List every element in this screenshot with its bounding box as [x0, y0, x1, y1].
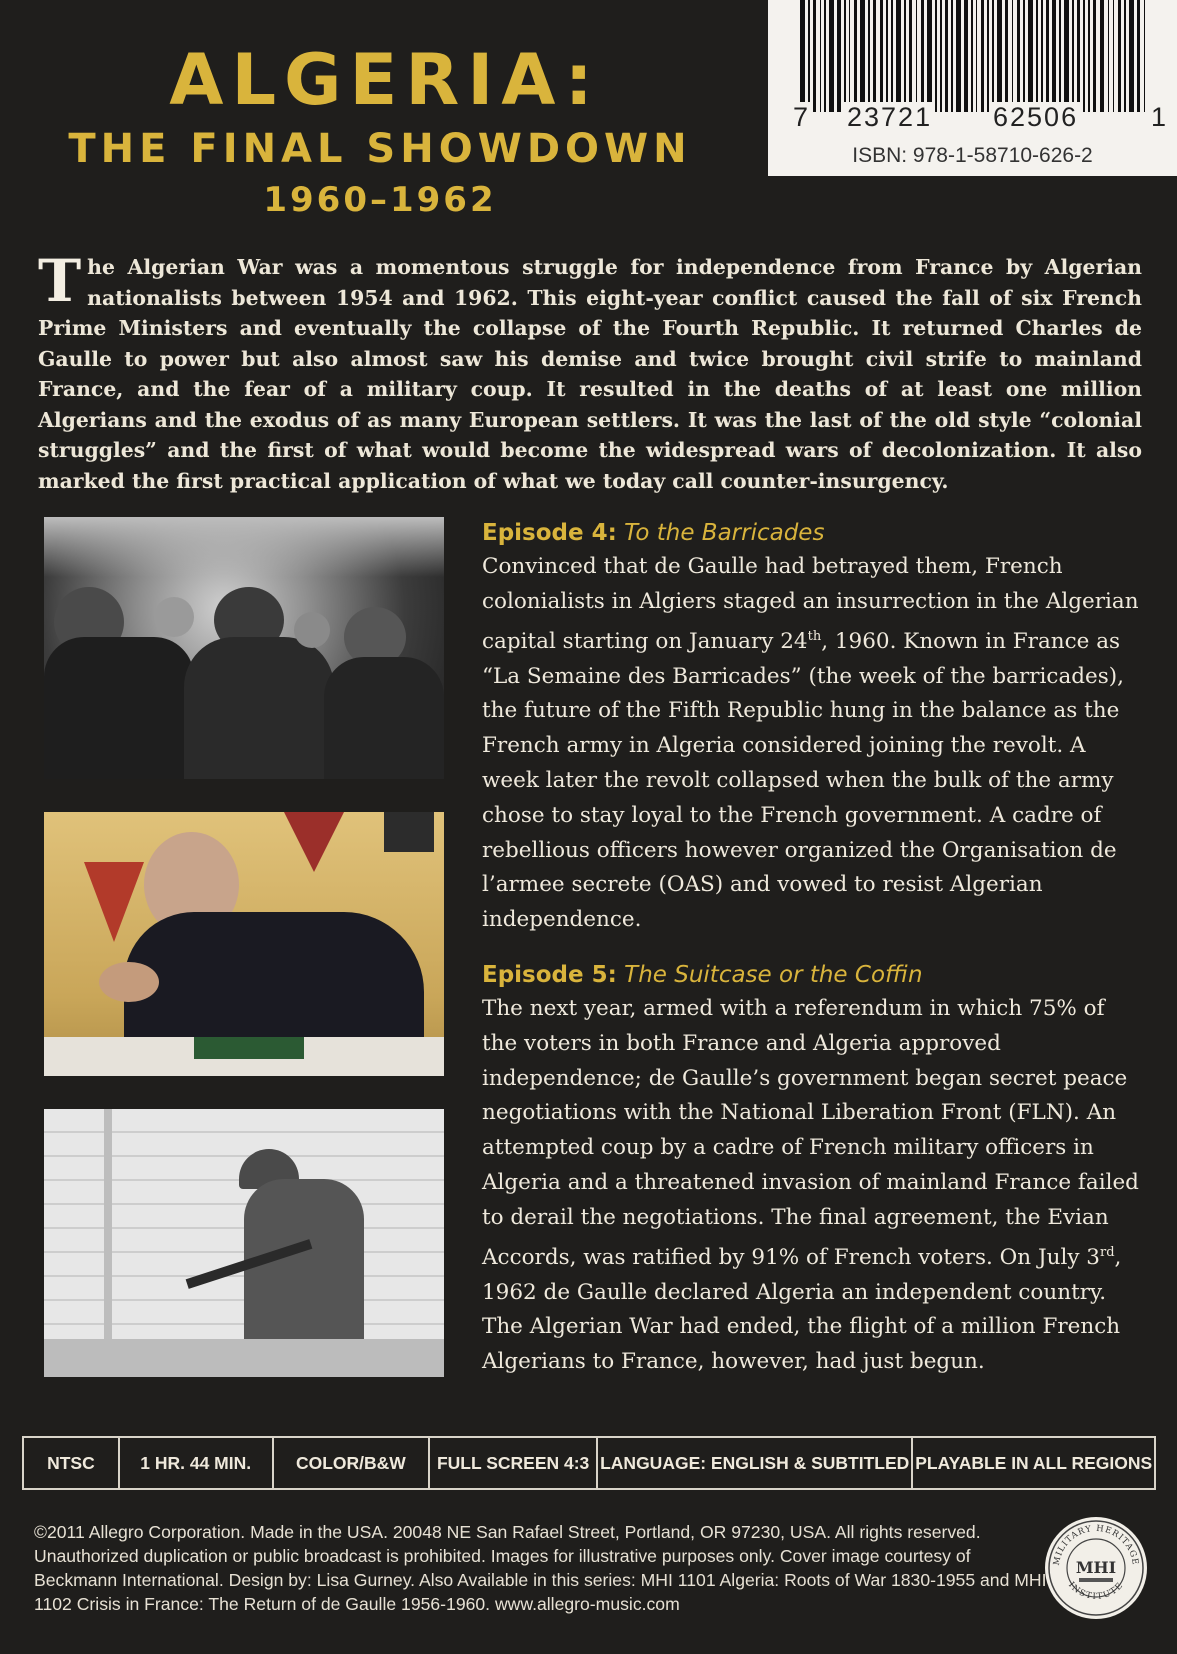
photo-soldier-rifle [44, 1109, 444, 1377]
barcode-bar [981, 0, 984, 112]
episode-5-text-b: , 1962 de Gaulle declared Algeria an independent country. The Algerian War had ended, the flight of a million French Algerians to France, however, had just begun. [482, 1244, 1122, 1375]
barcode-bar [904, 0, 906, 112]
title-block [0, 40, 760, 222]
episode-5-description [482, 992, 1142, 1380]
episode-4-heading [482, 516, 1142, 550]
barcode-bar [860, 0, 865, 112]
barcode-bar [987, 0, 989, 112]
title-subtitle: THE FINAL SHOWDOWN [68, 126, 692, 172]
barcode-bar [951, 0, 953, 112]
barcode-bar [1059, 0, 1061, 112]
barcode-bar [956, 0, 961, 112]
episode-5-text-a: The next year, armed with a referendum in which 75% of the voters in both France and Algeria approved independence; de Gaulle’s government began secret peace negotiations with the National Liberation Front (FLN). An attempted coup by a cadre of French military officers in Algeria and a threatened invasion of mainland France failed to derail the negotiations. The final agreement, the Evian Accords, was ratified by 91% of French voters. On July 3 [482, 996, 1139, 1270]
barcode-bar [849, 0, 851, 112]
barcode-bar [837, 0, 840, 112]
episode-4-label: Episode 4: [482, 520, 617, 546]
barcode-bar [992, 0, 994, 112]
barcode-bar [1041, 0, 1043, 112]
barcode-bar [976, 0, 978, 112]
photo-official-desk [44, 812, 444, 1076]
barcode-bar [824, 0, 826, 112]
barcode-bar [945, 0, 948, 112]
barcode-bar [1064, 0, 1069, 112]
barcode-bar [1113, 0, 1115, 112]
title-main: ALGERIA: [169, 39, 601, 121]
drop-cap: T [38, 247, 82, 315]
barcode-bar [1036, 0, 1038, 112]
barcode-bar [880, 0, 883, 112]
spec-aspect: FULL SCREEN 4:3 [430, 1438, 598, 1488]
spec-region: PLAYABLE IN ALL REGIONS [915, 1452, 1153, 1473]
episode-5 [482, 958, 1142, 1380]
episode-4 [482, 516, 1142, 938]
isbn-label: ISBN: 978-1-58710-626-2 [852, 144, 1093, 167]
barcode-bar [909, 0, 912, 112]
barcode-bar [971, 0, 973, 112]
barcode-bar [964, 0, 967, 112]
barcode-bar [813, 0, 816, 112]
spec-color: COLOR/B&W [274, 1438, 431, 1488]
barcode-bar [1023, 0, 1025, 112]
episode-4-sup: th [807, 628, 822, 644]
spec-format: NTSC [24, 1438, 120, 1488]
episode-4-description [482, 550, 1142, 938]
title-years: 1960–1962 [263, 180, 497, 220]
barcode-right-group: 62506 [990, 102, 1081, 133]
barcode-bar [1124, 0, 1126, 112]
barcode-bar [927, 0, 932, 112]
barcode-left-group: 23721 [844, 102, 935, 133]
specs-bar [22, 1436, 1156, 1490]
barcode-bar [868, 0, 870, 112]
barcode-bar [1088, 0, 1090, 112]
episode-5-title: The Suitcase or the Coffin [624, 962, 923, 988]
barcode-bar [1072, 0, 1074, 112]
spec-language: LANGUAGE: ENGLISH & SUBTITLED [598, 1438, 913, 1488]
barcode-bar [1118, 0, 1121, 112]
intro-text: he Algerian War was a momentous struggle for independence from France by Algerian nationalists between 1954 and 1962. This eight-year conflict caused the fall of six French Prime Ministers and eventually the collapse of the Fourth Republic. It returned Charles de Gaulle to power but also almost saw his demise and twice brought civil strife to mainland France, and the fear of a military coup. It resulted in the deaths of at least one million Algerians and the exodus of as many European settlers. It was the last of the old style “colonial struggles” and the first of what would become the widespread wars of decolonization. It also marked the first practical application of what we today call counter-insurgency. [38, 255, 1142, 493]
episode-4-text-b: , 1960. Known in France as “La Semaine des Barricades” (the week of the barricades), the future of the Fifth Republic hung in the balance as the French army in Algeria considered joining the revolt. A week later the revolt collapsed when the bulk of the army chose to stay loyal to the French government. A cadre of rebellious officers however organized the Organisation de l’armee secrete (OAS) and vowed to resist Algerian independence. [482, 628, 1125, 933]
episode-4-text-a: Convinced that de Gaulle had betrayed them, French colonialists in Algiers staged an insurrection in the Algerian capital starting on January 24 [482, 554, 1139, 654]
barcode-bar [1028, 0, 1033, 112]
barcode-bar [1017, 0, 1020, 112]
mhi-seal-logo [1043, 1515, 1149, 1621]
barcode-bar [1005, 0, 1008, 112]
barcode-bar [808, 0, 810, 112]
barcode-bar [1046, 0, 1049, 112]
barcode-bar [1077, 0, 1080, 112]
barcode-bar [921, 0, 924, 112]
barcode-bar [886, 0, 888, 112]
barcode-bar [940, 0, 942, 112]
intro-paragraph [38, 247, 1142, 496]
barcode-bar [844, 0, 846, 112]
barcode-bar [1093, 0, 1096, 112]
barcode-bar [1137, 0, 1140, 112]
barcode-bar [891, 0, 893, 112]
barcode-bar [1129, 0, 1134, 112]
barcode-bar [829, 0, 834, 112]
barcode-bar [1144, 0, 1146, 112]
barcode-bar [997, 0, 1002, 112]
episode-5-sup: rd [1100, 1244, 1115, 1260]
barcode-bar [854, 0, 857, 112]
barcode-bar [1083, 0, 1085, 112]
barcode-check-digit: 1 [1148, 102, 1171, 133]
barcode-first-digit: 7 [790, 102, 813, 133]
barcode-bar [1012, 0, 1014, 112]
episode-5-label: Episode 5: [482, 962, 617, 988]
barcode-bar [820, 0, 822, 112]
barcode-digits [768, 102, 1177, 138]
photo-crowd-soldiers [44, 517, 444, 779]
barcode-bar [873, 0, 876, 112]
seal-top-text: MILITARY HERITAGE [1051, 1523, 1141, 1567]
spec-runtime: 1 HR. 44 MIN. [120, 1438, 274, 1488]
barcode-bar [916, 0, 918, 112]
barcode-bar [896, 0, 901, 112]
copyright-notice: ©2011 Allegro Corporation. Made in the USA. 20048 NE San Rafael Street, Portland, OR 97230, USA. All rights reserved. Unauthorized duplication or public broadcast is prohibited. Images for illustrative purposes only. Cover image courtesy of Beckmann International. Design by: Lisa Gurney. Also Available in this series: MHI 1101 Algeria: Roots of War 1830-1955 and MHI 1102 Crisis in France: The Return of de Gaulle 1956-1960. www.allegro-music.com [34, 1522, 1047, 1614]
barcode-bar [935, 0, 937, 112]
episode-4-title: To the Barricades [624, 520, 825, 546]
barcode-box [768, 0, 1177, 176]
barcode-bar [1108, 0, 1110, 112]
barcode-bar [1052, 0, 1055, 112]
barcode-bar [1100, 0, 1105, 112]
barcode-bars [800, 0, 1146, 112]
barcode-bar [800, 0, 805, 112]
episode-5-heading [482, 958, 1142, 992]
seal-bottom-text: INSTITUTE [1066, 1580, 1126, 1602]
seal-center-text: MHI [1075, 1558, 1117, 1577]
